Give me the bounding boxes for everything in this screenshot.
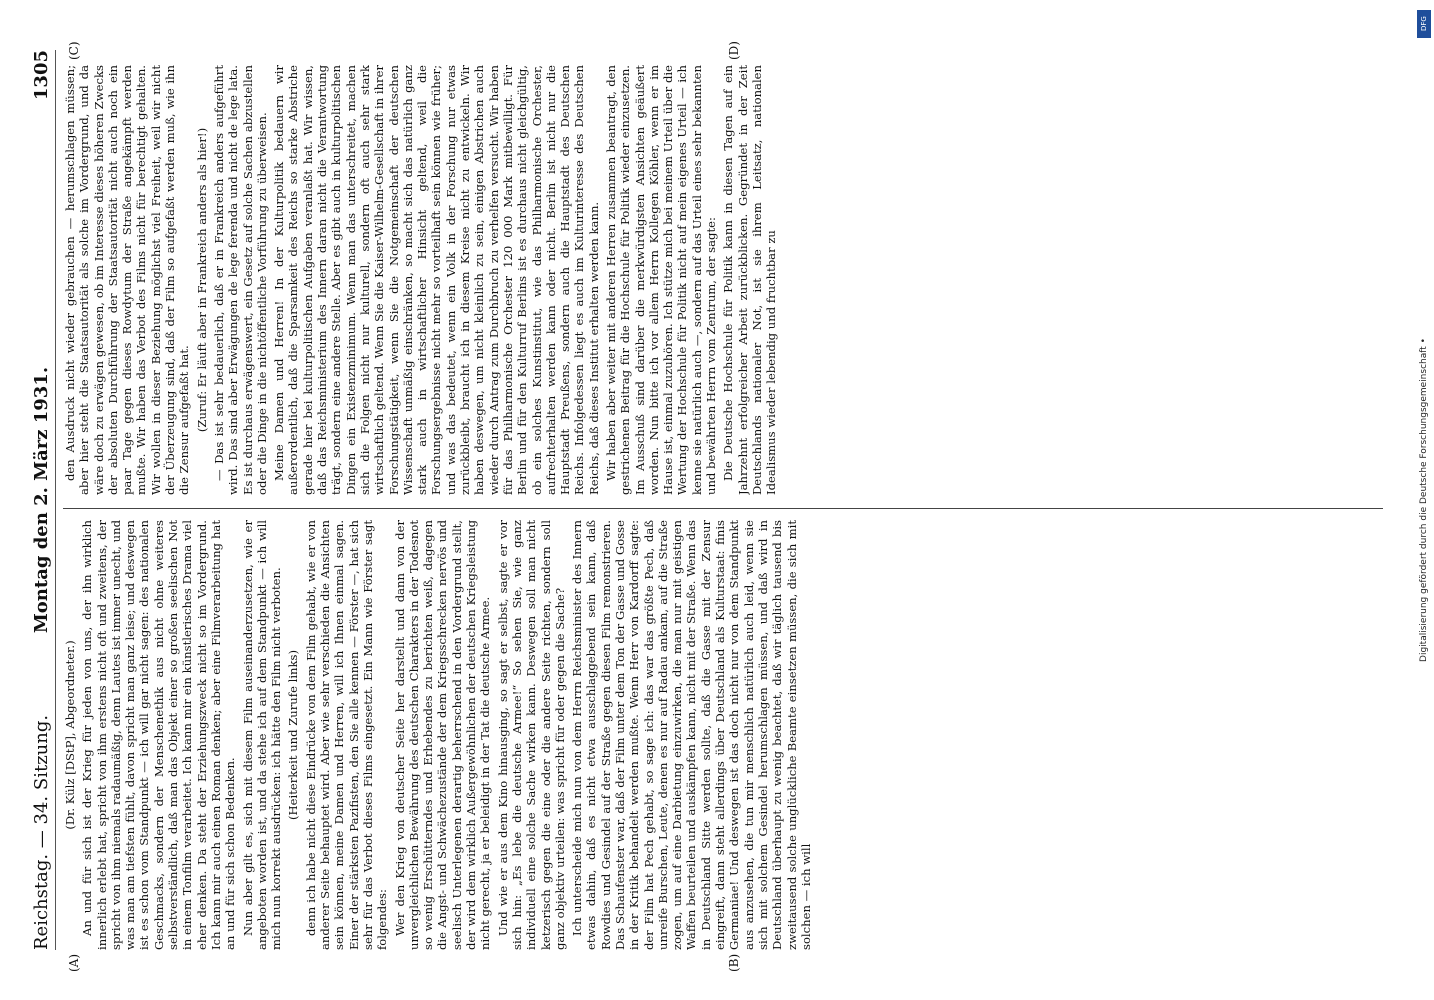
paragraph: — Das ist sehr bedauerlich, daß er in Frankreich anders aufgeführt wird. Das sind aber Erwägungen de lege ferenda und nicht de lege lata. Es ist durchaus erwägenswert, ein Gesetz auf solche Sachen abzustellen oder die Dinge in die nichtöffentliche Vorführung zu überweisen.	[211, 65, 269, 495]
paragraph: Und wie er aus dem Kino hinausging, so sagt er selbst, sagte er vor sich hin: „Es lebe die deutsche Armee!“ So sehen Sie, wie ganz individuell eine solche Sache wirken kann. Deswegen soll man nicht ketzerisch gegen die eine oder die andere Seite richten, sondern soll ganz objektiv urteilen: was spricht für oder gegen die Sache?	[495, 520, 567, 950]
document-page	[27, 41, 1407, 972]
paragraph: An und für sich ist der Krieg für jeden von uns, der ihn wirklich innerlich erlebt hat, spricht von ihm erstens nicht oft und zweitens, der spricht von ihm niemals radaumäßig, denn Lautes ist immer unecht, und was man am tiefsten fühlt, davon spricht man ganz leise; und deswegen ist es schon vom Standpunkt — ich will gar nicht sagen: des nationalen Geschmacks, sondern der Menschenethik aus nicht ohne weiteres selbstverständlich, daß man das Objekt einer so großen seelischen Not in einem Tonfilm verarbeitet. Ich kann mir ein künstlerisches Drama viel eher denken. Da steht der Erziehungszweck nicht so im Vordergrund. Ich kann mir auch einen Roman denken; aber eine Filmverarbeitung hat an und für sich schon Bedenken.	[80, 520, 238, 950]
header-session: Reichstag. — 34. Sitzung.	[31, 714, 52, 950]
margin-marker-a: (A)	[67, 953, 81, 972]
margin-marker-d: (D)	[727, 41, 741, 60]
interjection: (Zuruf: Er läuft aber in Frankreich anders als hier!)	[194, 127, 209, 433]
digitization-stamp	[1416, 8, 1432, 992]
dfg-logo: DFG	[1417, 10, 1431, 38]
margin-marker-b: (B)	[727, 953, 741, 972]
digitization-credit: Digitalisierung gefördert durch die Deutsche Forschungsgemeinschaft •	[1419, 338, 1429, 662]
paragraph: Wir haben aber weiter mit anderen Herren zusammen beantragt, den gestrichenen Beitrag für die Hochschule für Politik wieder einzusetzen. Im Ausschuß sind darüber die merkwürdigsten Ansichten geäußert worden. Nun bitte ich vor allem Herrn Kollegen Köhler, wenn er im Hause ist, einmal zuzuhören. Ich stütze mich bei meinem Urteil über die Wertung der Hochschule für Politik nicht auf mein eigenes Urteil — ich kenne sie natürlich auch —, sondern auf das Urteil eines sehr bekannten und bewährten Herrn vom Zentrum, der sagte:	[603, 65, 719, 495]
quote-paragraph: Wer den Krieg von deutscher Seite her darstellt und dann von der unvergleichlichen Bewährung des deutschen Charakters in der Todesnot so wenig Erschütterndes und Erhebendes zu berichten weiß, dagegen die Angst- und Schwächezustände der dem Kriegsschrecken nervös und seelisch Unterlegenen derartig beherrschend in den Vordergrund stellt, der wird dem wirklich Außergewöhnlichen der deutschen Kriegsleistung nicht gerecht, ja er beleidigt in der Tat die deutsche Armee.	[392, 520, 493, 950]
interjection: (Heiterkeit und Zurufe links)	[286, 650, 301, 820]
speaker-line: (Dr. Külz [DStP], Abgeordneter.)	[63, 640, 77, 830]
paragraph: Meine Damen und Herren! In der Kulturpolitik bedauern wir außerordentlich, daß die Sparsamkeit des Reichs so starke Abstriche gerade hier bei kulturpolitischen Aufgaben veranlaßt hat. Wir wissen, daß das Reichsministerium des Innern daran nicht die Verantwortung trägt, sondern eine andere Stelle. Aber es gibt auch in kulturpolitischen Dingen ein Existenzminimum. Wenn man das unterschreitet, machen sich die Folgen nicht nur kulturell, sondern oft auch sehr stark wirtschaftlich geltend. Wenn Sie die Kaiser-Wilhelm-Gesellschaft in ihrer Forschungstätigkeit, wenn Sie die Notgemeinschaft der deutschen Wissenschaft unmäßig einschränken, so macht sich das natürlich ganz stark auch in wirtschaftlicher Hinsicht geltend, weil die Forschungsergebnisse nicht mehr so vorteilhaft sein können wie früher; und was das bedeutet, wenn ein Volk in der Forschung nur etwas zurückbleibt, braucht ich in diesem Kreise nicht zu entwickeln. Wir haben deswegen, um nicht kleinlich zu sein, einigen Abstrichen auch wieder durch Antrag zum Durchbruch zu verhelfen versucht. Wir haben für das Philharmonische Orchester 120 000 Mark mitbewilligt. Für Berlin und für den Kulturruf Berlins ist es durchaus nicht gleichgültig, ob ein solches Kunstinstitut, wie das Philharmonische Orchester, aufrechterhalten werden kann oder nicht. Berlin ist nicht nur die Hauptstadt Preußens, sondern auch die Hauptstadt des Deutschen Reichs. Infolgedessen liegt es auch im Kulturinteresse des Deutschen Reichs, daß dieses Institut erhalten werden kann.	[272, 65, 601, 495]
header-date: Montag den 2. März 1931.	[31, 366, 52, 634]
right-column	[63, 65, 1393, 495]
paragraph: Nun aber gilt es, sich mit diesem Film auseinanderzusetzen, wie er angeboten worden ist, und da stehe ich auf dem Standpunkt — ich will mich nun korrekt ausdrücken: ich hätte den Film nicht verboten.	[240, 520, 284, 950]
paragraph: denn ich habe nicht diese Eindrücke von dem Film gehabt, wie er von anderer Seite behauptet wird. Aber wie sehr verschieden die Ansichten sein können, meine Damen und Herren, will ich Ihnen einmal sagen. Einer der stärksten Pazifisten, den Sie alle kennen — Förster —, hat sich sehr für das Verbot dieses Films eingesetzt. Ein Mann wie Förster sagt folgendes:	[303, 520, 390, 950]
left-column	[63, 520, 1393, 950]
margin-marker-c: (C)	[67, 41, 81, 60]
quote-paragraph: Die Deutsche Hochschule für Politik kann in diesen Tagen auf ein Jahrzehnt erfolgreicher Arbeit zurückblicken. Gegründet in der Zeit Deutschlands nationaler Not, ist sie ihrem Leitsatz, nationalen Idealismus wieder lebendig und fruchtbar zu	[721, 65, 779, 495]
page-number: 1305	[31, 50, 52, 101]
page-header	[27, 50, 56, 950]
paragraph: Ich unterscheide mich nun von dem Herrn Reichsminister des Innern etwas dahin, daß es nicht etwa ausschlaggebend sein kann, daß Rowdies und Gesindel auf der Straße gegen diesen Film remonstrieren. Das Schaufenster war, daß der Film unter dem Ton der Gasse und Gosse in der Kritik behandelt werden mußte. Wenn Herr von Kardorff sagte: der Film hat Pech gehabt, so sage ich: das war das größte Pech, daß unreife Burschen, Leute, denen es nur auf Radau ankam, auf die Straße zogen, um auf eine Darbietung einzuwirken, die man nur mit geistigen Waffen beurteilen und auskämpfen kann, nicht mit der Straße. Wenn das in Deutschland Sitte werden sollte, daß die Gasse mit der Zensur eingreift, dann steht allerdings über Deutschland als Kulturstaat: finis Germaniae! Und deswegen ist das doch nicht nur von dem Standpunkt aus anzusehen, die tun mir menschlich natürlich auch leid, wenn sie sich mit solchem Gesindel herumschlagen müssen, und daß wird in Deutschland überhaupt zu wenig beachtet, daß wir täglich tausend bis zweitausend solche unglückliche Beamte einsetzen müssen, die sich mit solchen — ich will	[570, 520, 813, 950]
paragraph: den Ausdruck nicht wieder gebrauchen — herumschlagen müssen; aber hier steht die Staatsautorität als solche im Vordergrund, und da wäre doch zu erwägen gewesen, ob im Interesse dieses höheren Zwecks der absoluten Durchführung der Staatsautorität nicht auch noch ein paar Tage gegen dieses Rowdytum der Straße angekämpft werden mußte. Wir haben das Verbot des Films nicht für berechtigt gehalten. Wir wollen in dieser Beziehung möglichst viel Freiheit, weil wir nicht der Überzeugung sind, daß der Film so aufgefaßt werden muß, wie ihn die Zensur aufgefaßt hat.	[63, 65, 192, 495]
column-divider	[63, 508, 1383, 509]
